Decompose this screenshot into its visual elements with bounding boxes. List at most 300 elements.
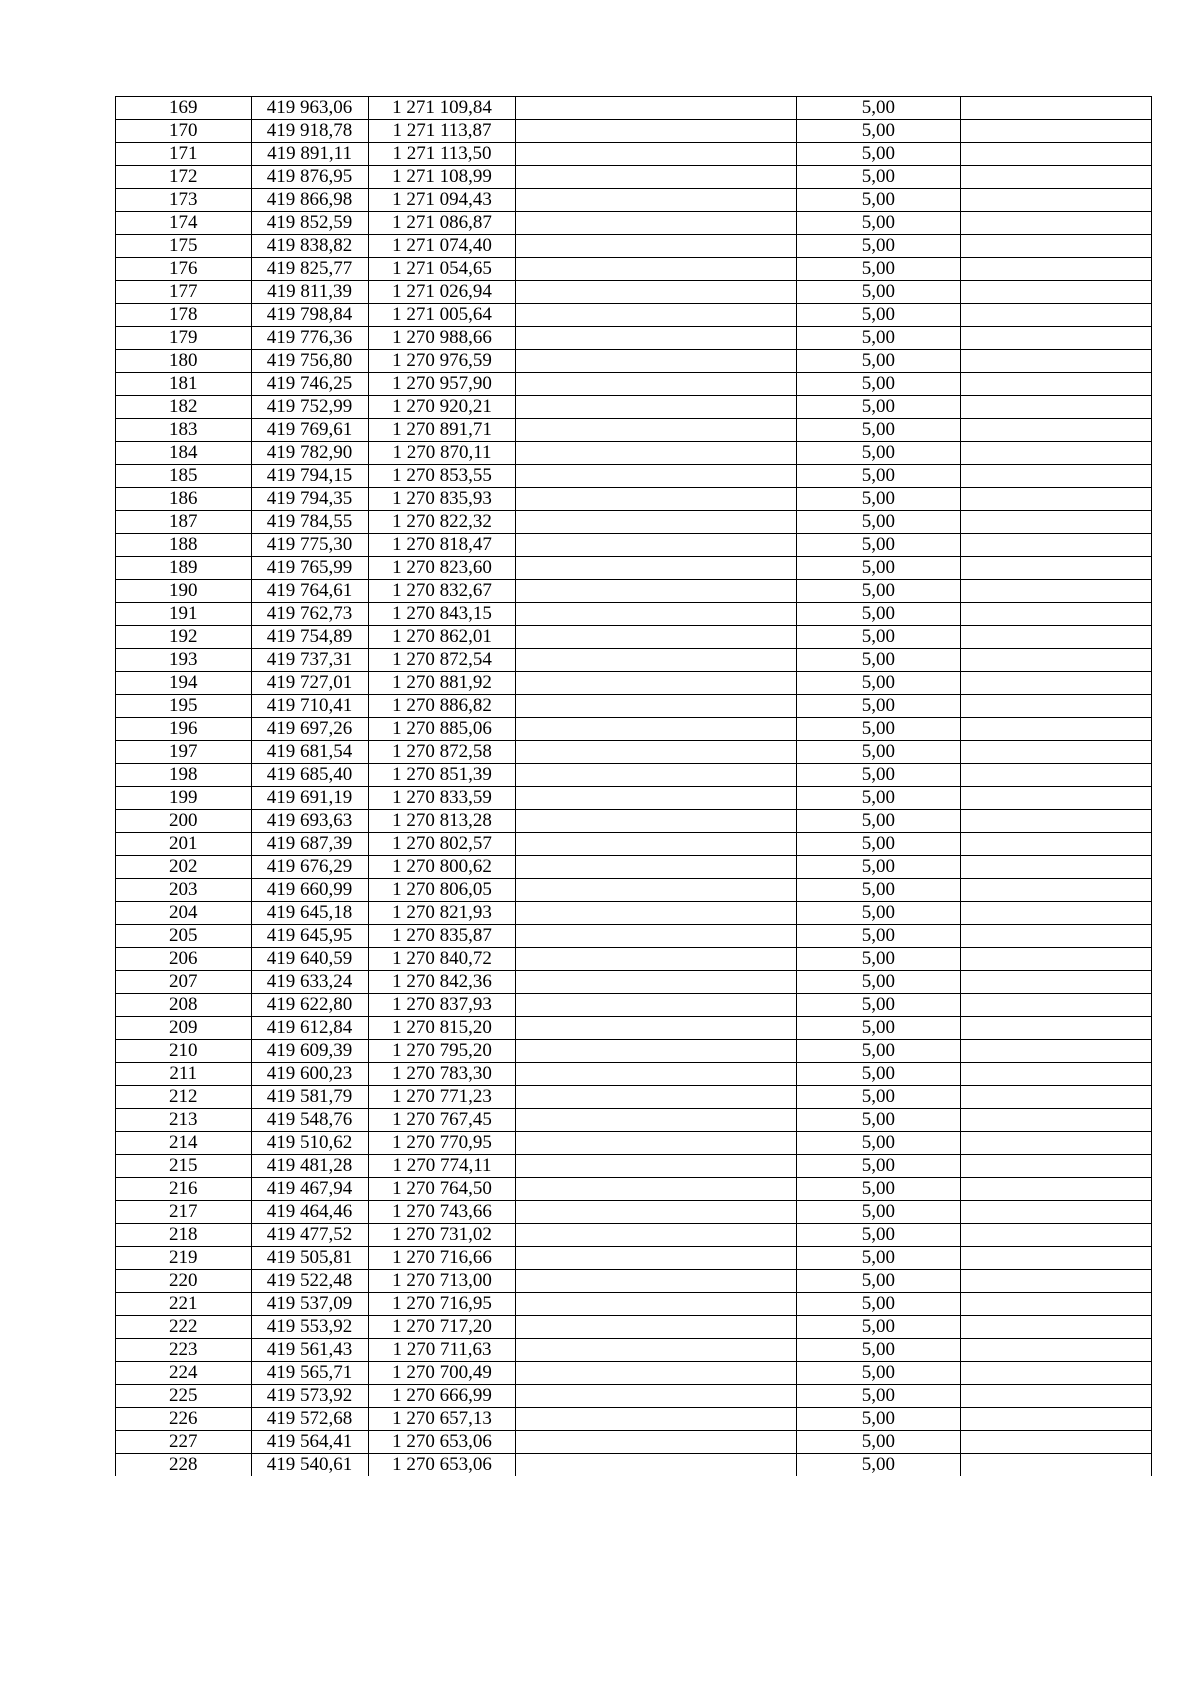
table-row xyxy=(116,488,1152,511)
empty-cell xyxy=(961,994,1152,1017)
point-number-cell: 192 xyxy=(116,626,252,649)
point-number-cell: 188 xyxy=(116,534,252,557)
table-row xyxy=(116,1385,1152,1408)
empty-cell xyxy=(961,534,1152,557)
point-number-cell: 221 xyxy=(116,1293,252,1316)
point-number-cell: 173 xyxy=(116,189,252,212)
empty-cell xyxy=(961,1454,1152,1477)
empty-cell xyxy=(516,442,796,465)
empty-cell xyxy=(516,557,796,580)
empty-cell xyxy=(961,350,1152,373)
empty-cell xyxy=(961,1063,1152,1086)
empty-cell xyxy=(961,580,1152,603)
empty-cell xyxy=(516,350,796,373)
x-coordinate-cell: 419 756,80 xyxy=(251,350,368,373)
point-number-cell: 194 xyxy=(116,672,252,695)
distance-cell: 5,00 xyxy=(796,833,960,856)
table-row xyxy=(116,350,1152,373)
empty-cell xyxy=(961,1201,1152,1224)
point-number-cell: 186 xyxy=(116,488,252,511)
y-coordinate-cell: 1 270 818,47 xyxy=(368,534,516,557)
distance-cell: 5,00 xyxy=(796,442,960,465)
empty-cell xyxy=(516,649,796,672)
point-number-cell: 191 xyxy=(116,603,252,626)
x-coordinate-cell: 419 794,35 xyxy=(251,488,368,511)
x-coordinate-cell: 419 633,24 xyxy=(251,971,368,994)
y-coordinate-cell: 1 270 716,66 xyxy=(368,1247,516,1270)
distance-cell: 5,00 xyxy=(796,1362,960,1385)
distance-cell: 5,00 xyxy=(796,925,960,948)
y-coordinate-cell: 1 270 822,32 xyxy=(368,511,516,534)
distance-cell: 5,00 xyxy=(796,281,960,304)
table-row xyxy=(116,442,1152,465)
y-coordinate-cell: 1 270 881,92 xyxy=(368,672,516,695)
table-row xyxy=(116,465,1152,488)
distance-cell: 5,00 xyxy=(796,1247,960,1270)
distance-cell: 5,00 xyxy=(796,741,960,764)
table-row xyxy=(116,97,1152,120)
table-row xyxy=(116,1224,1152,1247)
point-number-cell: 199 xyxy=(116,787,252,810)
empty-cell xyxy=(516,1109,796,1132)
empty-cell xyxy=(961,649,1152,672)
empty-cell xyxy=(516,856,796,879)
y-coordinate-cell: 1 270 885,06 xyxy=(368,718,516,741)
y-coordinate-cell: 1 270 988,66 xyxy=(368,327,516,350)
distance-cell: 5,00 xyxy=(796,396,960,419)
coordinates-table xyxy=(115,96,1152,1476)
distance-cell: 5,00 xyxy=(796,1316,960,1339)
distance-cell: 5,00 xyxy=(796,304,960,327)
empty-cell xyxy=(516,143,796,166)
empty-cell xyxy=(516,1086,796,1109)
table-row xyxy=(116,166,1152,189)
distance-cell: 5,00 xyxy=(796,419,960,442)
empty-cell xyxy=(516,419,796,442)
x-coordinate-cell: 419 891,11 xyxy=(251,143,368,166)
table-row xyxy=(116,1063,1152,1086)
point-number-cell: 169 xyxy=(116,97,252,120)
y-coordinate-cell: 1 270 835,93 xyxy=(368,488,516,511)
y-coordinate-cell: 1 270 842,36 xyxy=(368,971,516,994)
empty-cell xyxy=(961,304,1152,327)
point-number-cell: 204 xyxy=(116,902,252,925)
x-coordinate-cell: 419 710,41 xyxy=(251,695,368,718)
empty-cell xyxy=(961,1339,1152,1362)
empty-cell xyxy=(961,1408,1152,1431)
x-coordinate-cell: 419 522,48 xyxy=(251,1270,368,1293)
y-coordinate-cell: 1 270 731,02 xyxy=(368,1224,516,1247)
empty-cell xyxy=(961,1086,1152,1109)
empty-cell xyxy=(516,281,796,304)
table-row xyxy=(116,764,1152,787)
empty-cell xyxy=(516,994,796,1017)
distance-cell: 5,00 xyxy=(796,1017,960,1040)
point-number-cell: 224 xyxy=(116,1362,252,1385)
distance-cell: 5,00 xyxy=(796,948,960,971)
distance-cell: 5,00 xyxy=(796,97,960,120)
point-number-cell: 200 xyxy=(116,810,252,833)
x-coordinate-cell: 419 565,71 xyxy=(251,1362,368,1385)
point-number-cell: 218 xyxy=(116,1224,252,1247)
y-coordinate-cell: 1 271 108,99 xyxy=(368,166,516,189)
empty-cell xyxy=(516,258,796,281)
x-coordinate-cell: 419 754,89 xyxy=(251,626,368,649)
table-row xyxy=(116,971,1152,994)
empty-cell xyxy=(516,879,796,902)
empty-cell xyxy=(961,902,1152,925)
empty-cell xyxy=(961,1040,1152,1063)
table-row xyxy=(116,1155,1152,1178)
point-number-cell: 197 xyxy=(116,741,252,764)
distance-cell: 5,00 xyxy=(796,143,960,166)
point-number-cell: 209 xyxy=(116,1017,252,1040)
x-coordinate-cell: 419 681,54 xyxy=(251,741,368,764)
y-coordinate-cell: 1 270 833,59 xyxy=(368,787,516,810)
y-coordinate-cell: 1 270 716,95 xyxy=(368,1293,516,1316)
empty-cell xyxy=(516,1408,796,1431)
y-coordinate-cell: 1 270 821,93 xyxy=(368,902,516,925)
y-coordinate-cell: 1 270 795,20 xyxy=(368,1040,516,1063)
distance-cell: 5,00 xyxy=(796,994,960,1017)
point-number-cell: 210 xyxy=(116,1040,252,1063)
point-number-cell: 170 xyxy=(116,120,252,143)
distance-cell: 5,00 xyxy=(796,166,960,189)
empty-cell xyxy=(516,97,796,120)
y-coordinate-cell: 1 270 717,20 xyxy=(368,1316,516,1339)
table-row xyxy=(116,787,1152,810)
y-coordinate-cell: 1 270 806,05 xyxy=(368,879,516,902)
empty-cell xyxy=(961,833,1152,856)
distance-cell: 5,00 xyxy=(796,511,960,534)
table-row xyxy=(116,534,1152,557)
table-row xyxy=(116,189,1152,212)
x-coordinate-cell: 419 918,78 xyxy=(251,120,368,143)
point-number-cell: 195 xyxy=(116,695,252,718)
point-number-cell: 185 xyxy=(116,465,252,488)
table-row xyxy=(116,810,1152,833)
point-number-cell: 211 xyxy=(116,1063,252,1086)
x-coordinate-cell: 419 612,84 xyxy=(251,1017,368,1040)
y-coordinate-cell: 1 270 771,23 xyxy=(368,1086,516,1109)
point-number-cell: 214 xyxy=(116,1132,252,1155)
point-number-cell: 184 xyxy=(116,442,252,465)
empty-cell xyxy=(516,1362,796,1385)
x-coordinate-cell: 419 609,39 xyxy=(251,1040,368,1063)
point-number-cell: 212 xyxy=(116,1086,252,1109)
table-row xyxy=(116,396,1152,419)
x-coordinate-cell: 419 784,55 xyxy=(251,511,368,534)
x-coordinate-cell: 419 811,39 xyxy=(251,281,368,304)
empty-cell xyxy=(516,626,796,649)
y-coordinate-cell: 1 270 886,82 xyxy=(368,695,516,718)
distance-cell: 5,00 xyxy=(796,879,960,902)
distance-cell: 5,00 xyxy=(796,1040,960,1063)
empty-cell xyxy=(961,1385,1152,1408)
x-coordinate-cell: 419 510,62 xyxy=(251,1132,368,1155)
distance-cell: 5,00 xyxy=(796,1224,960,1247)
y-coordinate-cell: 1 271 005,64 xyxy=(368,304,516,327)
y-coordinate-cell: 1 270 957,90 xyxy=(368,373,516,396)
empty-cell xyxy=(961,258,1152,281)
table-row xyxy=(116,1132,1152,1155)
distance-cell: 5,00 xyxy=(796,373,960,396)
empty-cell xyxy=(516,327,796,350)
x-coordinate-cell: 419 693,63 xyxy=(251,810,368,833)
distance-cell: 5,00 xyxy=(796,120,960,143)
empty-cell xyxy=(961,281,1152,304)
y-coordinate-cell: 1 270 872,54 xyxy=(368,649,516,672)
empty-cell xyxy=(516,925,796,948)
table-row xyxy=(116,1454,1152,1477)
table-row xyxy=(116,1431,1152,1454)
y-coordinate-cell: 1 270 770,95 xyxy=(368,1132,516,1155)
distance-cell: 5,00 xyxy=(796,1408,960,1431)
empty-cell xyxy=(516,120,796,143)
x-coordinate-cell: 419 794,15 xyxy=(251,465,368,488)
y-coordinate-cell: 1 271 094,43 xyxy=(368,189,516,212)
table-row xyxy=(116,741,1152,764)
empty-cell xyxy=(961,1017,1152,1040)
x-coordinate-cell: 419 687,39 xyxy=(251,833,368,856)
empty-cell xyxy=(961,695,1152,718)
empty-cell xyxy=(516,1178,796,1201)
table-row xyxy=(116,304,1152,327)
y-coordinate-cell: 1 270 851,39 xyxy=(368,764,516,787)
y-coordinate-cell: 1 270 657,13 xyxy=(368,1408,516,1431)
y-coordinate-cell: 1 270 823,60 xyxy=(368,557,516,580)
point-number-cell: 203 xyxy=(116,879,252,902)
empty-cell xyxy=(961,1178,1152,1201)
y-coordinate-cell: 1 270 840,72 xyxy=(368,948,516,971)
empty-cell xyxy=(516,1454,796,1477)
y-coordinate-cell: 1 270 976,59 xyxy=(368,350,516,373)
point-number-cell: 216 xyxy=(116,1178,252,1201)
empty-cell xyxy=(516,1132,796,1155)
empty-cell xyxy=(961,948,1152,971)
empty-cell xyxy=(961,1270,1152,1293)
empty-cell xyxy=(516,1155,796,1178)
x-coordinate-cell: 419 765,99 xyxy=(251,557,368,580)
empty-cell xyxy=(516,948,796,971)
empty-cell xyxy=(516,1201,796,1224)
table-row xyxy=(116,419,1152,442)
x-coordinate-cell: 419 645,95 xyxy=(251,925,368,948)
empty-cell xyxy=(961,787,1152,810)
y-coordinate-cell: 1 270 891,71 xyxy=(368,419,516,442)
x-coordinate-cell: 419 540,61 xyxy=(251,1454,368,1477)
empty-cell xyxy=(961,879,1152,902)
x-coordinate-cell: 419 573,92 xyxy=(251,1385,368,1408)
y-coordinate-cell: 1 270 743,66 xyxy=(368,1201,516,1224)
point-number-cell: 183 xyxy=(116,419,252,442)
empty-cell xyxy=(961,235,1152,258)
y-coordinate-cell: 1 270 837,93 xyxy=(368,994,516,1017)
y-coordinate-cell: 1 270 832,67 xyxy=(368,580,516,603)
x-coordinate-cell: 419 697,26 xyxy=(251,718,368,741)
point-number-cell: 198 xyxy=(116,764,252,787)
x-coordinate-cell: 419 537,09 xyxy=(251,1293,368,1316)
x-coordinate-cell: 419 775,30 xyxy=(251,534,368,557)
point-number-cell: 190 xyxy=(116,580,252,603)
empty-cell xyxy=(961,373,1152,396)
x-coordinate-cell: 419 852,59 xyxy=(251,212,368,235)
table-row xyxy=(116,1362,1152,1385)
x-coordinate-cell: 419 691,19 xyxy=(251,787,368,810)
y-coordinate-cell: 1 270 700,49 xyxy=(368,1362,516,1385)
empty-cell xyxy=(961,1247,1152,1270)
y-coordinate-cell: 1 270 920,21 xyxy=(368,396,516,419)
empty-cell xyxy=(516,833,796,856)
distance-cell: 5,00 xyxy=(796,1086,960,1109)
distance-cell: 5,00 xyxy=(796,327,960,350)
empty-cell xyxy=(516,1224,796,1247)
y-coordinate-cell: 1 271 074,40 xyxy=(368,235,516,258)
empty-cell xyxy=(961,764,1152,787)
x-coordinate-cell: 419 825,77 xyxy=(251,258,368,281)
y-coordinate-cell: 1 270 862,01 xyxy=(368,626,516,649)
y-coordinate-cell: 1 271 054,65 xyxy=(368,258,516,281)
coordinates-table-body xyxy=(116,97,1152,1477)
x-coordinate-cell: 419 782,90 xyxy=(251,442,368,465)
empty-cell xyxy=(961,1316,1152,1339)
empty-cell xyxy=(961,120,1152,143)
x-coordinate-cell: 419 660,99 xyxy=(251,879,368,902)
x-coordinate-cell: 419 876,95 xyxy=(251,166,368,189)
empty-cell xyxy=(516,534,796,557)
table-row xyxy=(116,925,1152,948)
empty-cell xyxy=(516,1339,796,1362)
table-row xyxy=(116,120,1152,143)
empty-cell xyxy=(961,672,1152,695)
x-coordinate-cell: 419 776,36 xyxy=(251,327,368,350)
table-row xyxy=(116,258,1152,281)
point-number-cell: 180 xyxy=(116,350,252,373)
distance-cell: 5,00 xyxy=(796,534,960,557)
table-row xyxy=(116,1178,1152,1201)
empty-cell xyxy=(961,1224,1152,1247)
point-number-cell: 217 xyxy=(116,1201,252,1224)
empty-cell xyxy=(516,580,796,603)
table-row xyxy=(116,1316,1152,1339)
y-coordinate-cell: 1 270 870,11 xyxy=(368,442,516,465)
table-row xyxy=(116,1086,1152,1109)
distance-cell: 5,00 xyxy=(796,1270,960,1293)
table-row xyxy=(116,994,1152,1017)
y-coordinate-cell: 1 270 711,63 xyxy=(368,1339,516,1362)
point-number-cell: 181 xyxy=(116,373,252,396)
empty-cell xyxy=(961,557,1152,580)
distance-cell: 5,00 xyxy=(796,580,960,603)
table-row xyxy=(116,327,1152,350)
distance-cell: 5,00 xyxy=(796,1385,960,1408)
table-row xyxy=(116,580,1152,603)
table-row xyxy=(116,1270,1152,1293)
empty-cell xyxy=(961,465,1152,488)
point-number-cell: 226 xyxy=(116,1408,252,1431)
point-number-cell: 206 xyxy=(116,948,252,971)
y-coordinate-cell: 1 270 853,55 xyxy=(368,465,516,488)
point-number-cell: 219 xyxy=(116,1247,252,1270)
empty-cell xyxy=(516,235,796,258)
y-coordinate-cell: 1 270 764,50 xyxy=(368,1178,516,1201)
empty-cell xyxy=(961,419,1152,442)
empty-cell xyxy=(516,718,796,741)
point-number-cell: 175 xyxy=(116,235,252,258)
point-number-cell: 202 xyxy=(116,856,252,879)
empty-cell xyxy=(961,1109,1152,1132)
table-row xyxy=(116,1293,1152,1316)
empty-cell xyxy=(961,718,1152,741)
x-coordinate-cell: 419 561,43 xyxy=(251,1339,368,1362)
empty-cell xyxy=(516,166,796,189)
empty-cell xyxy=(516,810,796,833)
point-number-cell: 189 xyxy=(116,557,252,580)
x-coordinate-cell: 419 676,29 xyxy=(251,856,368,879)
table-row xyxy=(116,1247,1152,1270)
empty-cell xyxy=(961,488,1152,511)
point-number-cell: 205 xyxy=(116,925,252,948)
distance-cell: 5,00 xyxy=(796,1293,960,1316)
empty-cell xyxy=(961,143,1152,166)
table-row xyxy=(116,1040,1152,1063)
distance-cell: 5,00 xyxy=(796,1431,960,1454)
table-row xyxy=(116,649,1152,672)
distance-cell: 5,00 xyxy=(796,1109,960,1132)
distance-cell: 5,00 xyxy=(796,350,960,373)
empty-cell xyxy=(516,304,796,327)
y-coordinate-cell: 1 270 653,06 xyxy=(368,1454,516,1477)
table-row xyxy=(116,511,1152,534)
y-coordinate-cell: 1 271 026,94 xyxy=(368,281,516,304)
empty-cell xyxy=(516,902,796,925)
point-number-cell: 208 xyxy=(116,994,252,1017)
empty-cell xyxy=(516,189,796,212)
empty-cell xyxy=(961,189,1152,212)
point-number-cell: 213 xyxy=(116,1109,252,1132)
point-number-cell: 178 xyxy=(116,304,252,327)
distance-cell: 5,00 xyxy=(796,212,960,235)
x-coordinate-cell: 419 640,59 xyxy=(251,948,368,971)
distance-cell: 5,00 xyxy=(796,672,960,695)
distance-cell: 5,00 xyxy=(796,810,960,833)
distance-cell: 5,00 xyxy=(796,764,960,787)
distance-cell: 5,00 xyxy=(796,1178,960,1201)
point-number-cell: 207 xyxy=(116,971,252,994)
distance-cell: 5,00 xyxy=(796,603,960,626)
x-coordinate-cell: 419 581,79 xyxy=(251,1086,368,1109)
point-number-cell: 215 xyxy=(116,1155,252,1178)
table-row xyxy=(116,626,1152,649)
empty-cell xyxy=(961,856,1152,879)
table-row xyxy=(116,603,1152,626)
empty-cell xyxy=(961,1431,1152,1454)
empty-cell xyxy=(516,1293,796,1316)
empty-cell xyxy=(961,511,1152,534)
empty-cell xyxy=(961,97,1152,120)
point-number-cell: 172 xyxy=(116,166,252,189)
y-coordinate-cell: 1 270 813,28 xyxy=(368,810,516,833)
distance-cell: 5,00 xyxy=(796,649,960,672)
distance-cell: 5,00 xyxy=(796,235,960,258)
y-coordinate-cell: 1 270 843,15 xyxy=(368,603,516,626)
table-row xyxy=(116,695,1152,718)
empty-cell xyxy=(516,603,796,626)
empty-cell xyxy=(516,396,796,419)
empty-cell xyxy=(961,626,1152,649)
y-coordinate-cell: 1 271 086,87 xyxy=(368,212,516,235)
x-coordinate-cell: 419 548,76 xyxy=(251,1109,368,1132)
